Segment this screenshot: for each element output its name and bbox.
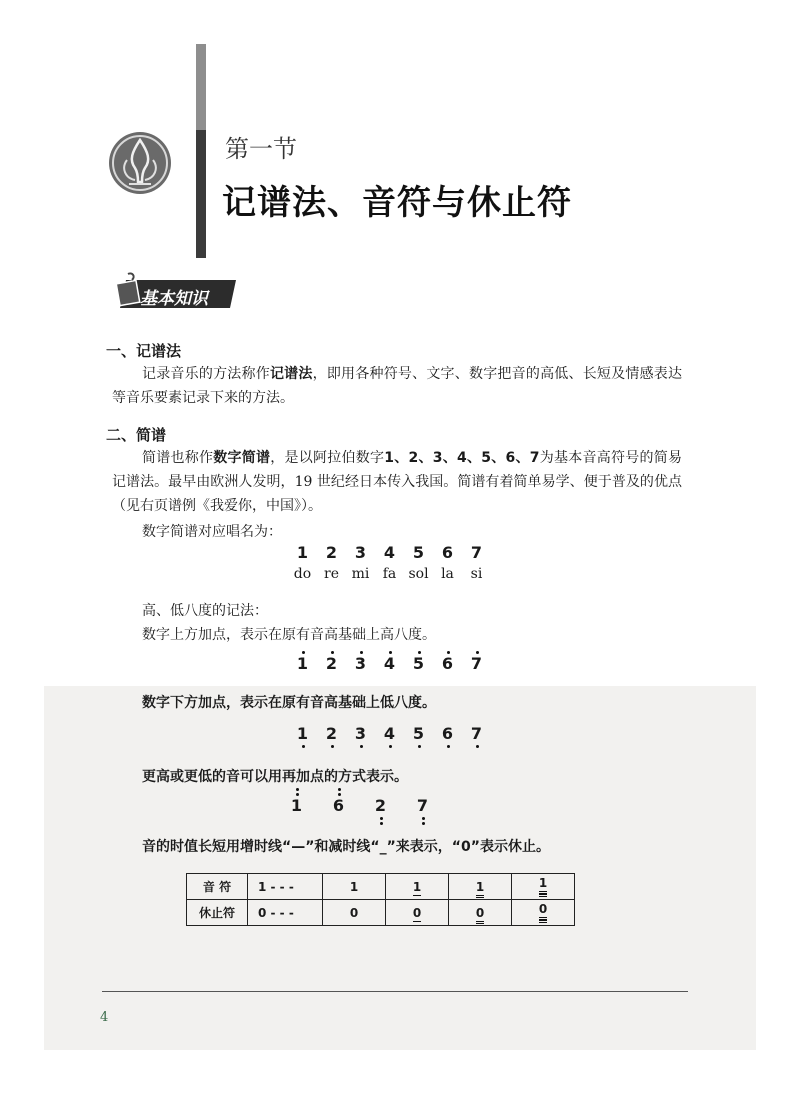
table-cell: 1 - - - [248,874,323,900]
syllable: do [293,566,312,582]
octave-intro: 高、低八度的记法： [142,603,268,619]
page-title: 记谱法、音符与休止符 [222,183,572,223]
note-high: 4 [375,654,404,673]
note-double-low: 7 [408,796,437,815]
section-number: 第一节 [225,135,297,163]
note-low: 4 [375,724,404,743]
note-value-table [186,873,575,926]
table-cell: 0 [386,900,449,926]
extra-octave-desc: 更高或更低的音可以用再加点的方式表示。 [142,769,408,785]
note: 4 [383,543,396,562]
note-row-high [288,654,491,673]
heading-numbered-notation: 二、简谱 [106,426,167,444]
note-high: 6 [433,654,462,673]
table-row [187,900,575,926]
note-double-high: 1 [282,796,311,815]
paragraph-numbered-notation: 简谱也称作数字简谱，是以阿拉伯数字1、2、3、4、5、6、7为基本音高符号的简易记谱法。最早由欧洲人发明，19 世纪经日本传入我国。简谱有着简单易学、便于普及的优点（见右页谱例《我爱你，中国》）。 [112,450,683,514]
syllable: si [470,566,483,582]
note-low: 5 [404,724,433,743]
note-low: 7 [462,724,491,743]
syllable-row [288,566,491,582]
heading-notation: 一、记谱法 [106,342,182,360]
syllable: re [324,566,339,582]
note-double-high: 6 [324,796,353,815]
page-number: 4 [100,1010,109,1025]
note-high: 2 [317,654,346,673]
table-cell: 0 [512,900,575,926]
footer-rule [102,991,688,992]
note-low: 1 [288,724,317,743]
note: 5 [412,543,425,562]
note-row-low [288,724,491,743]
upper-octave-desc: 数字上方加点，表示在原有音高基础上高八度。 [142,627,436,643]
title-bar-light [196,44,206,130]
duration-desc: 音的时值长短用增时线“—”和减时线“_”来表示，“0”表示休止。 [142,839,550,855]
syllable: fa [382,566,397,582]
table-cell: 1 [512,874,575,900]
syllable: la [441,566,454,582]
note-high: 1 [288,654,317,673]
table-cell: 0 [323,900,386,926]
table-row [187,874,575,900]
note: 3 [354,543,367,562]
note-high: 5 [404,654,433,673]
note-low: 3 [346,724,375,743]
note-high: 7 [462,654,491,673]
row-label: 休止符 [187,900,248,926]
note-double-low: 2 [366,796,395,815]
syllable: mi [351,566,370,582]
row-label: 音 符 [187,874,248,900]
solfege-intro: 数字简谱对应唱名为： [142,524,282,540]
table-cell: 0 [449,900,512,926]
table-cell: 1 [449,874,512,900]
note: 6 [441,543,454,562]
table-cell: 1 [386,874,449,900]
note: 1 [296,543,309,562]
note-row-double-dot [282,796,437,815]
music-emblem-icon [107,130,173,196]
lower-octave-desc: 数字下方加点，表示在原有音高基础上低八度。 [142,695,436,711]
note: 7 [470,543,483,562]
note-row-basic [288,543,491,562]
note-low: 2 [317,724,346,743]
badge-label: 基本知识 [140,289,208,309]
table-cell: 0 - - - [248,900,323,926]
table-cell: 1 [323,874,386,900]
note-low: 6 [433,724,462,743]
paragraph-notation: 记录音乐的方法称作记谱法，即用各种符号、文字、数字把音的高低、长短及情感表达等音乐要素记录下来的方法。 [112,366,683,406]
note-high: 3 [346,654,375,673]
syllable: sol [408,566,429,582]
note: 2 [325,543,338,562]
